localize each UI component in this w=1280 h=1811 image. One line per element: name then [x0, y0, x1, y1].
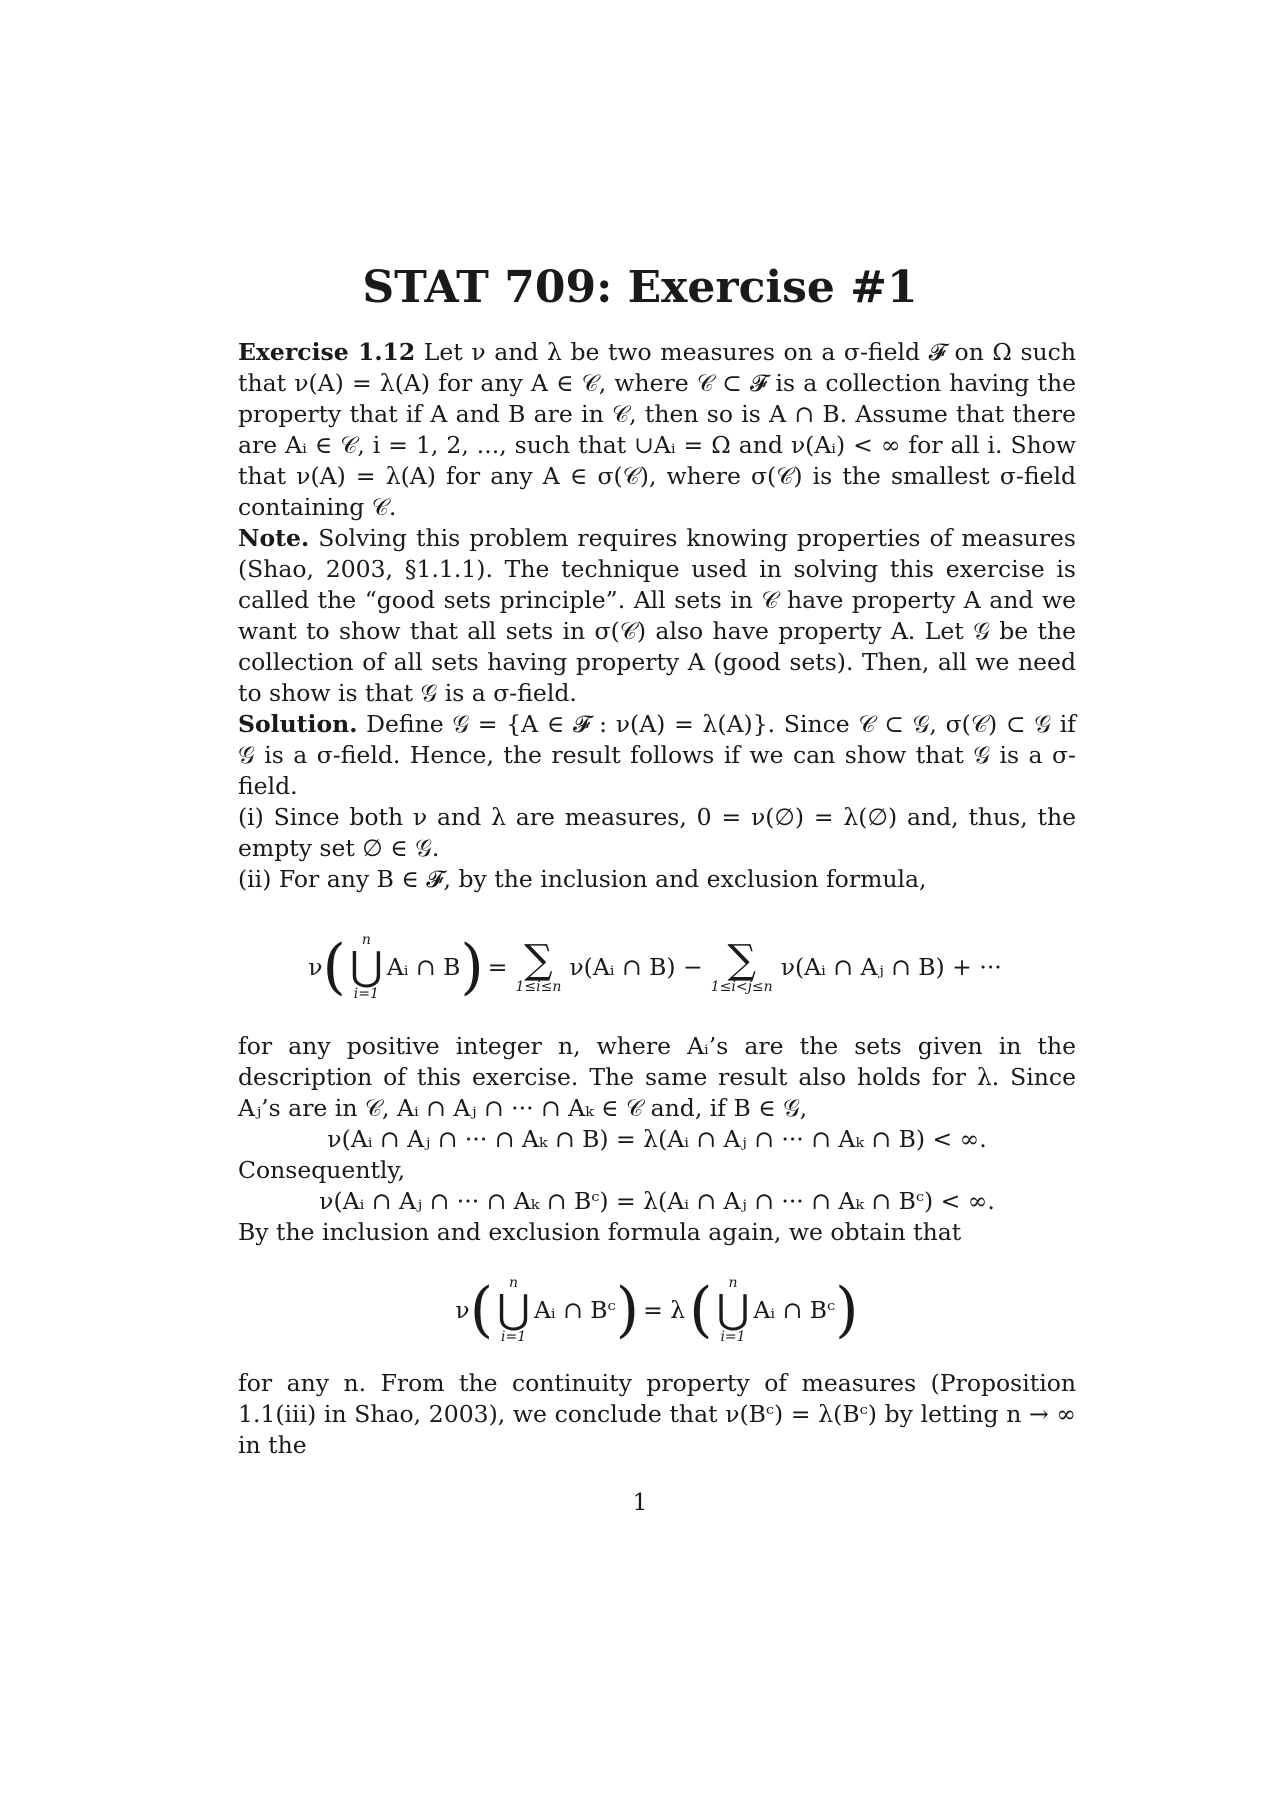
eq1-sum2-operator: [710, 937, 773, 995]
left-paren-icon: (: [689, 1275, 713, 1345]
union-icon: ⋃: [349, 944, 383, 990]
eq4-rhs-inner: Aᵢ ∩ Bᶜ: [753, 1295, 836, 1324]
sum-icon: ∑: [727, 937, 756, 983]
eq1-sum1-sub: 1≤i≤n: [515, 979, 562, 995]
eq4-union-right: [717, 1276, 750, 1344]
note-paragraph: [238, 523, 1076, 709]
eq1-union-sup: n: [361, 932, 371, 948]
final-paragraph: for any n. From the continuity property of measures (Proposition 1.1(iii) in Shao, 2003), we conclude that ν(Bᶜ) = λ(Bᶜ) by letting n → ∞ in the: [238, 1369, 1076, 1459]
equation-union-equality: [238, 1268, 1076, 1352]
eq4-nu: ν: [455, 1295, 470, 1324]
eq4-union-sup: n: [509, 1275, 519, 1291]
eq1-lhs-inner: Aᵢ ∩ B: [386, 952, 461, 981]
page-title: STAT 709: Exercise #1: [362, 262, 918, 313]
solution-text: Define 𝒢 = {A ∈ 𝓕 : ν(A) = λ(A)}. Since 𝒞 ⊂ 𝒢, σ(𝒞) ⊂ 𝒢 if 𝒢 is a σ-field. Hence, the result follows if we can show that 𝒢 is a σ-field.: [238, 710, 1076, 800]
exercise-text: Let ν and λ be two measures on a σ-field 𝓕 on Ω such that ν(A) = λ(A) for any A ∈ 𝒞, where 𝒞 ⊂ 𝓕 is a collection having the property that if A and B are in 𝒞, then so is A ∩ B. Assume that there are Aᵢ ∈ 𝒞, i = 1, 2, ..., such that ∪Aᵢ = Ω and ν(Aᵢ) < ∞ for all i. Show that ν(A) = λ(A) for any A ∈ σ(𝒞), where σ(𝒞) is the smallest σ-field containing 𝒞.: [238, 338, 1076, 521]
equation-inclusion-exclusion: [238, 921, 1076, 1013]
consequently-text: Consequently,: [238, 1156, 406, 1184]
union-icon: ⋃: [716, 1287, 750, 1333]
solution-label: Solution.: [238, 710, 358, 738]
eq1-term1: ν(Aᵢ ∩ B) −: [569, 952, 703, 981]
equation-intersection-b: ν(Aᵢ ∩ Aⱼ ∩ ··· ∩ Aₖ ∩ B) = λ(Aᵢ ∩ Aⱼ ∩ ··· ∩ Aₖ ∩ B) < ∞.: [327, 1125, 987, 1153]
paragraph-before-eq4: By the inclusion and exclusion formula again, we obtain that: [238, 1218, 962, 1246]
document-body: [238, 337, 1076, 1461]
exercise-paragraph: [238, 337, 1076, 523]
eq1-sum2-sub: 1≤i<j≤n: [710, 979, 773, 995]
page-number: 1: [632, 1488, 648, 1516]
right-paren-icon: ): [615, 1275, 640, 1345]
sum-icon: ∑: [524, 937, 553, 983]
eq1-nu: ν: [308, 952, 323, 981]
eq4-union-sub-right: i=1: [720, 1329, 746, 1345]
eq1-term2: ν(Aᵢ ∩ Aⱼ ∩ B) + ···: [780, 952, 1002, 981]
eq1-union-operator: [350, 933, 383, 1001]
eq4-union-sup-right: n: [728, 1275, 738, 1291]
eq4-equals: = λ: [643, 1295, 686, 1324]
eq4-union-left: [497, 1276, 530, 1344]
eq4-lhs-inner: Aᵢ ∩ Bᶜ: [533, 1295, 616, 1324]
left-paren-icon: (: [469, 1275, 494, 1345]
eq1-sum1-operator: [515, 937, 562, 995]
note-text: Solving this problem requires knowing properties of measures (Shao, 2003, §1.1.1). The technique used in solving this exercise is called the “good sets principle”. All sets in 𝒞 have property A and we want to show that all sets in σ(𝒞) also have property A. Let 𝒢 be the collection of all sets having property A (good sets). Then, all we need to show is that 𝒢 is a σ-field.: [238, 524, 1076, 707]
union-icon: ⋃: [497, 1287, 530, 1333]
equation-intersection-bc: ν(Aᵢ ∩ Aⱼ ∩ ··· ∩ Aₖ ∩ Bᶜ) = λ(Aᵢ ∩ Aⱼ ∩ ··· ∩ Aₖ ∩ Bᶜ) < ∞.: [319, 1187, 995, 1215]
paragraph-after-eq1: for any positive integer n, where Aᵢ’s are the sets given in the description of this exercise. The same result also holds for λ. Since Aⱼ’s are in 𝒞, Aᵢ ∩ Aⱼ ∩ ··· ∩ Aₖ ∈ 𝒞 and, if B ∈ 𝒢,: [238, 1032, 1076, 1122]
eq1-equals: =: [487, 952, 508, 981]
eq1-union-sub: i=1: [353, 986, 379, 1002]
note-label: Note.: [238, 524, 310, 552]
exercise-label: Exercise 1.12: [238, 338, 416, 366]
solution-paragraph: [238, 709, 1076, 802]
eq4-union-sub: i=1: [500, 1329, 527, 1345]
right-paren-icon: ): [835, 1275, 859, 1345]
part-ii-paragraph: (ii) For any B ∈ 𝓕, by the inclusion and exclusion formula,: [238, 865, 927, 893]
right-paren-icon: ): [460, 932, 484, 1002]
part-i-paragraph: (i) Since both ν and λ are measures, 0 = ν(∅) = λ(∅) and, thus, the empty set ∅ ∈ 𝒢.: [238, 803, 1076, 862]
left-paren-icon: (: [322, 932, 346, 1002]
